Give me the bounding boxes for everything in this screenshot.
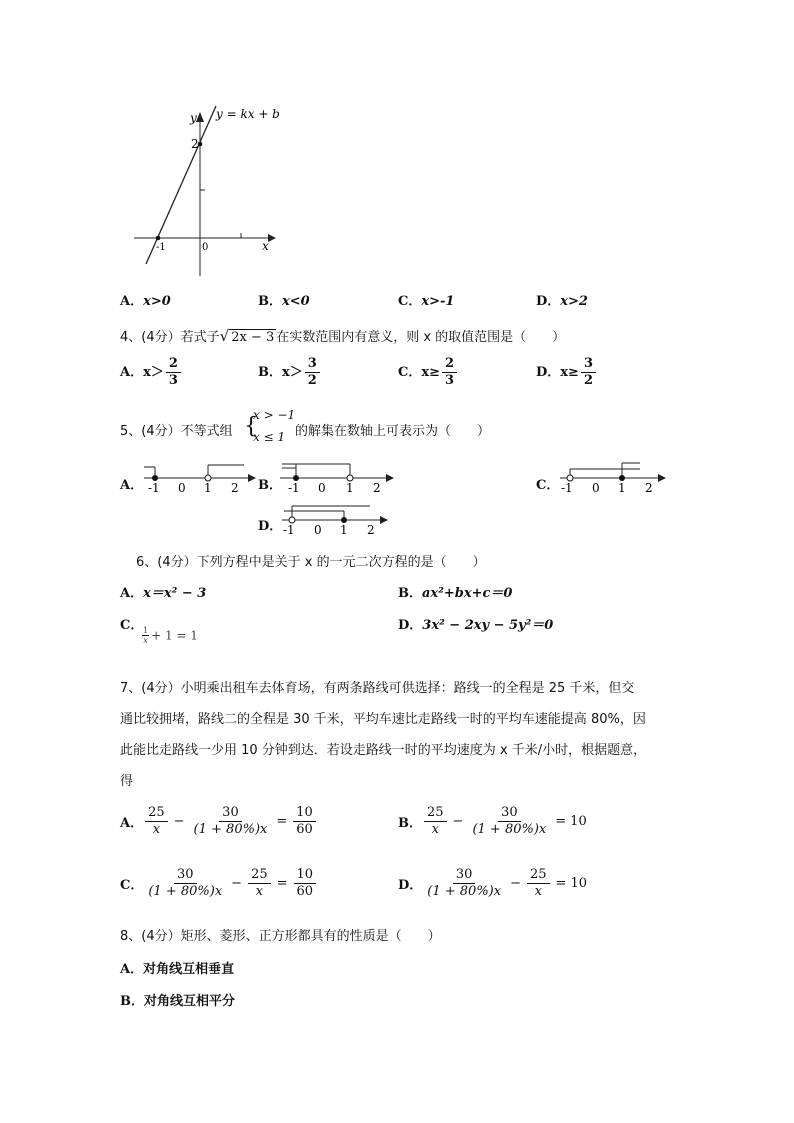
q5d-tick-neg1: -1 [283,523,295,537]
q5d-tick-0: 0 [314,523,322,537]
q5-option-c-numberline[interactable] [556,460,672,496]
q5-option-b-letter[interactable]: B． [258,478,282,493]
q5a-tick-2: 2 [231,481,239,495]
q5-system-line2: x ≤ 1 [253,430,286,444]
q3-option-c[interactable]: C．x>-1 [398,294,455,309]
q7-line4: 得 [120,774,134,789]
y-intercept-label: 2 [191,137,199,151]
q3-option-a[interactable]: A．x>0 [120,294,171,309]
q5-option-a-numberline[interactable] [140,460,260,496]
q5d-tick-2: 2 [367,523,375,537]
q5d-tick-1: 1 [340,523,348,537]
q5b-tick-1: 1 [346,481,354,495]
q5-option-a-letter[interactable]: A． [120,478,144,493]
q7-option-a[interactable]: A． $\frac{25}{x}$ − $\frac{30}{(1 + 80\%)x}$ = $\frac{10}{60}$ [120,806,318,837]
line-graph [128,100,298,280]
q7-option-b[interactable]: B． $\frac{25}{x}$ − $\frac{30}{(1 + 80\%)x}$ = 10 [398,805,587,837]
q6-option-a[interactable]: A．x＝x² − 3 [120,586,207,601]
q5-option-b-numberline[interactable] [276,460,400,496]
origin-label: 0 [202,242,209,253]
q5c-tick-2: 2 [645,481,653,495]
q6-option-c-expr[interactable]: $\frac{1}{x}$ + 1 = 1 [143,626,198,645]
q6-option-b[interactable]: B．ax²+bx+c＝0 [398,586,513,601]
q5-system-line1: x > −1 [253,408,296,422]
q7-option-c[interactable]: C． $\frac{30}{(1 + 80\%)x}$ − $\frac{25}{x}$ = $\frac{10}{60}$ [120,868,318,899]
line-label: y = kx + b [216,107,280,121]
q5a-tick-1: 1 [204,481,212,495]
q7-line1: 7、(4分）小明乘出租车去体育场，有两条路线可供选择：路线一的全程是 25 千米，但交 [120,681,635,696]
q5-brace: { [244,414,258,439]
q8-stem: 8、(4分）矩形、菱形、正方形都具有的性质是（ ） [120,929,441,944]
q5b-tick-0: 0 [318,481,326,495]
q5a-tick-0: 0 [178,481,186,495]
x-axis-label: x [262,239,269,253]
q6-option-c-letter[interactable]: C． [120,618,144,633]
q5-option-d-letter[interactable]: D． [258,519,283,534]
q8-option-b[interactable]: B．对角线互相平分 [120,994,236,1009]
q7-line3: 此能比走路线一少用 10 分钟到达．若设走路线一时的平均速度为 x 千米/小时，根据题意， [120,743,647,758]
q4-option-b[interactable]: B．x＞ $\frac{3}{2}$ [258,357,322,388]
q4-option-c[interactable]: C．x≥ $\frac{2}{3}$ [398,357,459,388]
q3-option-d[interactable]: D．x>2 [536,294,588,309]
y-axis-label: y [190,111,197,125]
q4-stem: 4、(4分）若式子√ 2x − 3 在实数范围内有意义，则 x 的取值范围是（ ） [120,327,566,345]
q5b-tick-neg1: -1 [288,481,300,495]
q5c-tick-neg1: -1 [561,481,573,495]
q4-option-d[interactable]: D．x≥ $\frac{3}{2}$ [536,357,598,388]
q4-radicand: 2x − 3 [231,330,275,345]
q5-prefix: 5、(4分）不等式组 [120,424,233,439]
q8-option-a[interactable]: A．对角线互相垂直 [120,962,235,977]
q6-option-d[interactable]: D．3x² − 2xy − 5y²＝0 [398,618,554,633]
q5-suffix: 的解集在数轴上可表示为（ ） [295,424,491,439]
q4-option-a[interactable]: A．x＞ $\frac{2}{3}$ [120,357,183,388]
q5c-tick-0: 0 [592,481,600,495]
q7-option-d[interactable]: D． $\frac{30}{(1 + 80\%)x}$ − $\frac{25}{x}$ = 10 [398,867,587,899]
x-intercept-label: -1 [156,242,166,253]
q5c-tick-1: 1 [618,481,626,495]
q5b-tick-2: 2 [373,481,381,495]
q5a-tick-neg1: -1 [148,481,160,495]
q7-line2: 通比较拥堵，路线二的全程是 30 千米，平均车速比走路线一时的平均车速能提高 80%，因 [120,712,646,727]
q6-stem: 6、(4分）下列方程中是关于 x 的一元二次方程的是（ ） [136,555,486,570]
q5-option-c-letter[interactable]: C． [536,478,560,493]
q3-option-b[interactable]: B．x<0 [258,294,310,309]
q5-option-d-numberline[interactable] [278,502,394,538]
